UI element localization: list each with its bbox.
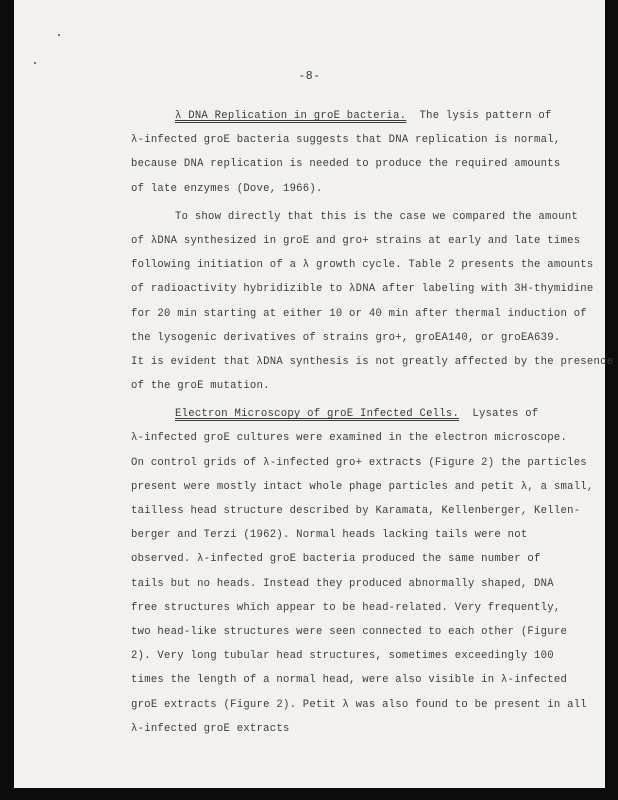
section3-line: tailless head structure described by Karamata, Kellenberger, Kellen- [131,505,581,517]
section3-line: present were mostly intact whole phage particles and petit λ, a small, [131,480,594,493]
section3-line: observed. λ-infected groE bacteria produced the same number of [131,553,541,566]
section3-line: times the length of a normal head, were also visible in λ-infected [131,674,568,687]
section2-line: of radioactivity hybridizible to λDNA after labeling with 3H-thymidine [131,283,594,296]
section3-line: free structures which appear to be head-related. Very frequently, [131,601,561,614]
section2-line: the lysogenic derivatives of strains gro+, groEA140, or groEA639. [131,331,561,344]
scan-speck [34,62,36,64]
section2-line: for 20 min starting at either 10 or 40 min after thermal induction of [131,307,587,320]
section3-line: berger and Terzi (1962). Normal heads lacking tails were not [131,529,528,542]
section2-line: of the groE mutation. [131,380,270,393]
section3-line: On control grids of λ-infected gro+ extracts (Figure 2) the particles [131,456,587,469]
section3-line: groE extracts (Figure 2). Petit λ was also found to be present in all [131,698,587,711]
section1-line: The lysis pattern of [419,110,552,122]
section3-first-line [131,402,576,426]
section3-line: λ-infected groE extracts [131,722,290,735]
section2-line: of λDNA synthesized in groE and gro+ strains at early and late times [131,234,581,247]
section1-first-line [131,104,576,128]
page-number: -8- [298,70,321,83]
section3-line: two head-like structures were seen connected to each other (Figure [131,625,568,638]
scan-speck [58,34,60,36]
document-body [131,104,614,741]
section3-line: tails but no heads. Instead they produced abnormally shaped, DNA [131,577,554,590]
section3-heading: Electron Microscopy of groE Infected Cells. [175,408,460,421]
section1-heading: λ DNA Replication in groE bacteria. [175,110,407,122]
document-page [14,0,614,788]
section1-line: of late enzymes (Dove, 1966). [131,182,323,195]
section1-line: because DNA replication is needed to produce the required amounts [131,158,561,171]
section3-line: 2). Very long tubular head structures, sometimes exceedingly 100 [131,650,554,663]
section3-line: Lysates of [472,408,539,421]
section2-line: To show directly that this is the case we compared the amount [175,210,579,223]
section3-line: λ-infected groE cultures were examined in the electron microscope. [131,432,568,445]
section2-line: It is evident that λDNA synthesis is not greatly affected by the presence [131,355,614,368]
section2-line: following initiation of a λ growth cycle. Table 2 presents the amounts [131,259,594,272]
section1-line: λ-infected groE bacteria suggests that DNA replication is normal, [131,134,561,147]
